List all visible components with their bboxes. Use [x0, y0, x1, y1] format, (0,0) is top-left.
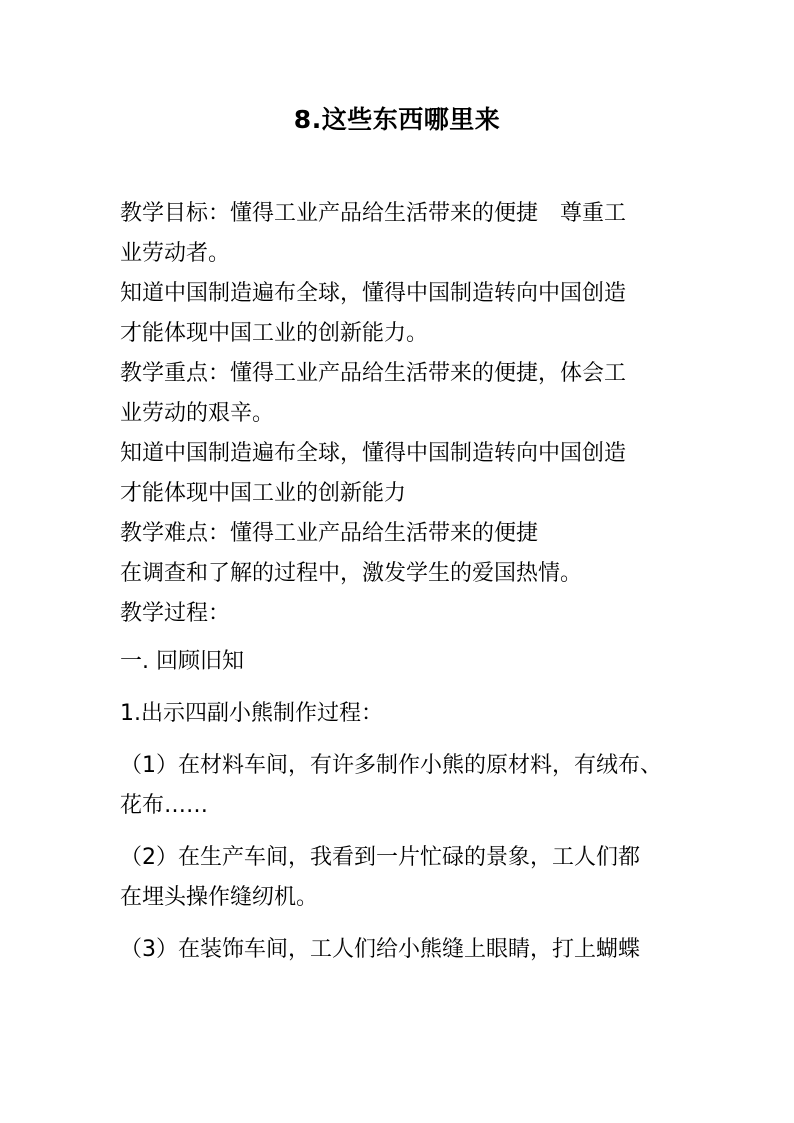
document-title: 8.这些东西哪里来 — [293, 105, 501, 134]
text-line: 花布…… — [120, 793, 209, 818]
text-line: （3）在装饰车间，工人们给小熊缝上眼睛，打上蝴蝶 — [120, 937, 640, 962]
text-line: 在调查和了解的过程中，激发学生的爱国热情。 — [120, 561, 583, 586]
text-line: 业劳动者。 — [120, 241, 231, 266]
section-heading: 一. 回顾旧知 — [120, 649, 244, 674]
text-line: 业劳动的艰辛。 — [120, 401, 275, 426]
text-line: 1.出示四副小熊制作过程： — [120, 701, 383, 726]
text-line: 教学目标：懂得工业产品给生活带来的便捷 尊重工 — [120, 201, 627, 226]
text-line: 知道中国制造遍布全球，懂得中国制造转向中国创造 — [120, 281, 627, 306]
text-line: 在埋头操作缝纫机。 — [120, 885, 319, 910]
text-line: 教学重点：懂得工业产品给生活带来的便捷，体会工 — [120, 361, 627, 386]
text-line: 教学过程： — [120, 601, 231, 626]
text-line: 才能体现中国工业的创新能力 — [120, 481, 407, 506]
document-body — [120, 194, 680, 970]
text-line: 才能体现中国工业的创新能力。 — [120, 321, 429, 346]
text-line: （2）在生产车间，我看到一片忙碌的景象，工人们都 — [120, 845, 640, 870]
text-line: 知道中国制造遍布全球，懂得中国制造转向中国创造 — [120, 441, 627, 466]
text-line: （1）在材料车间，有许多制作小熊的原材料，有绒布、 — [120, 753, 662, 778]
text-line: 教学难点：懂得工业产品给生活带来的便捷 — [120, 521, 539, 546]
